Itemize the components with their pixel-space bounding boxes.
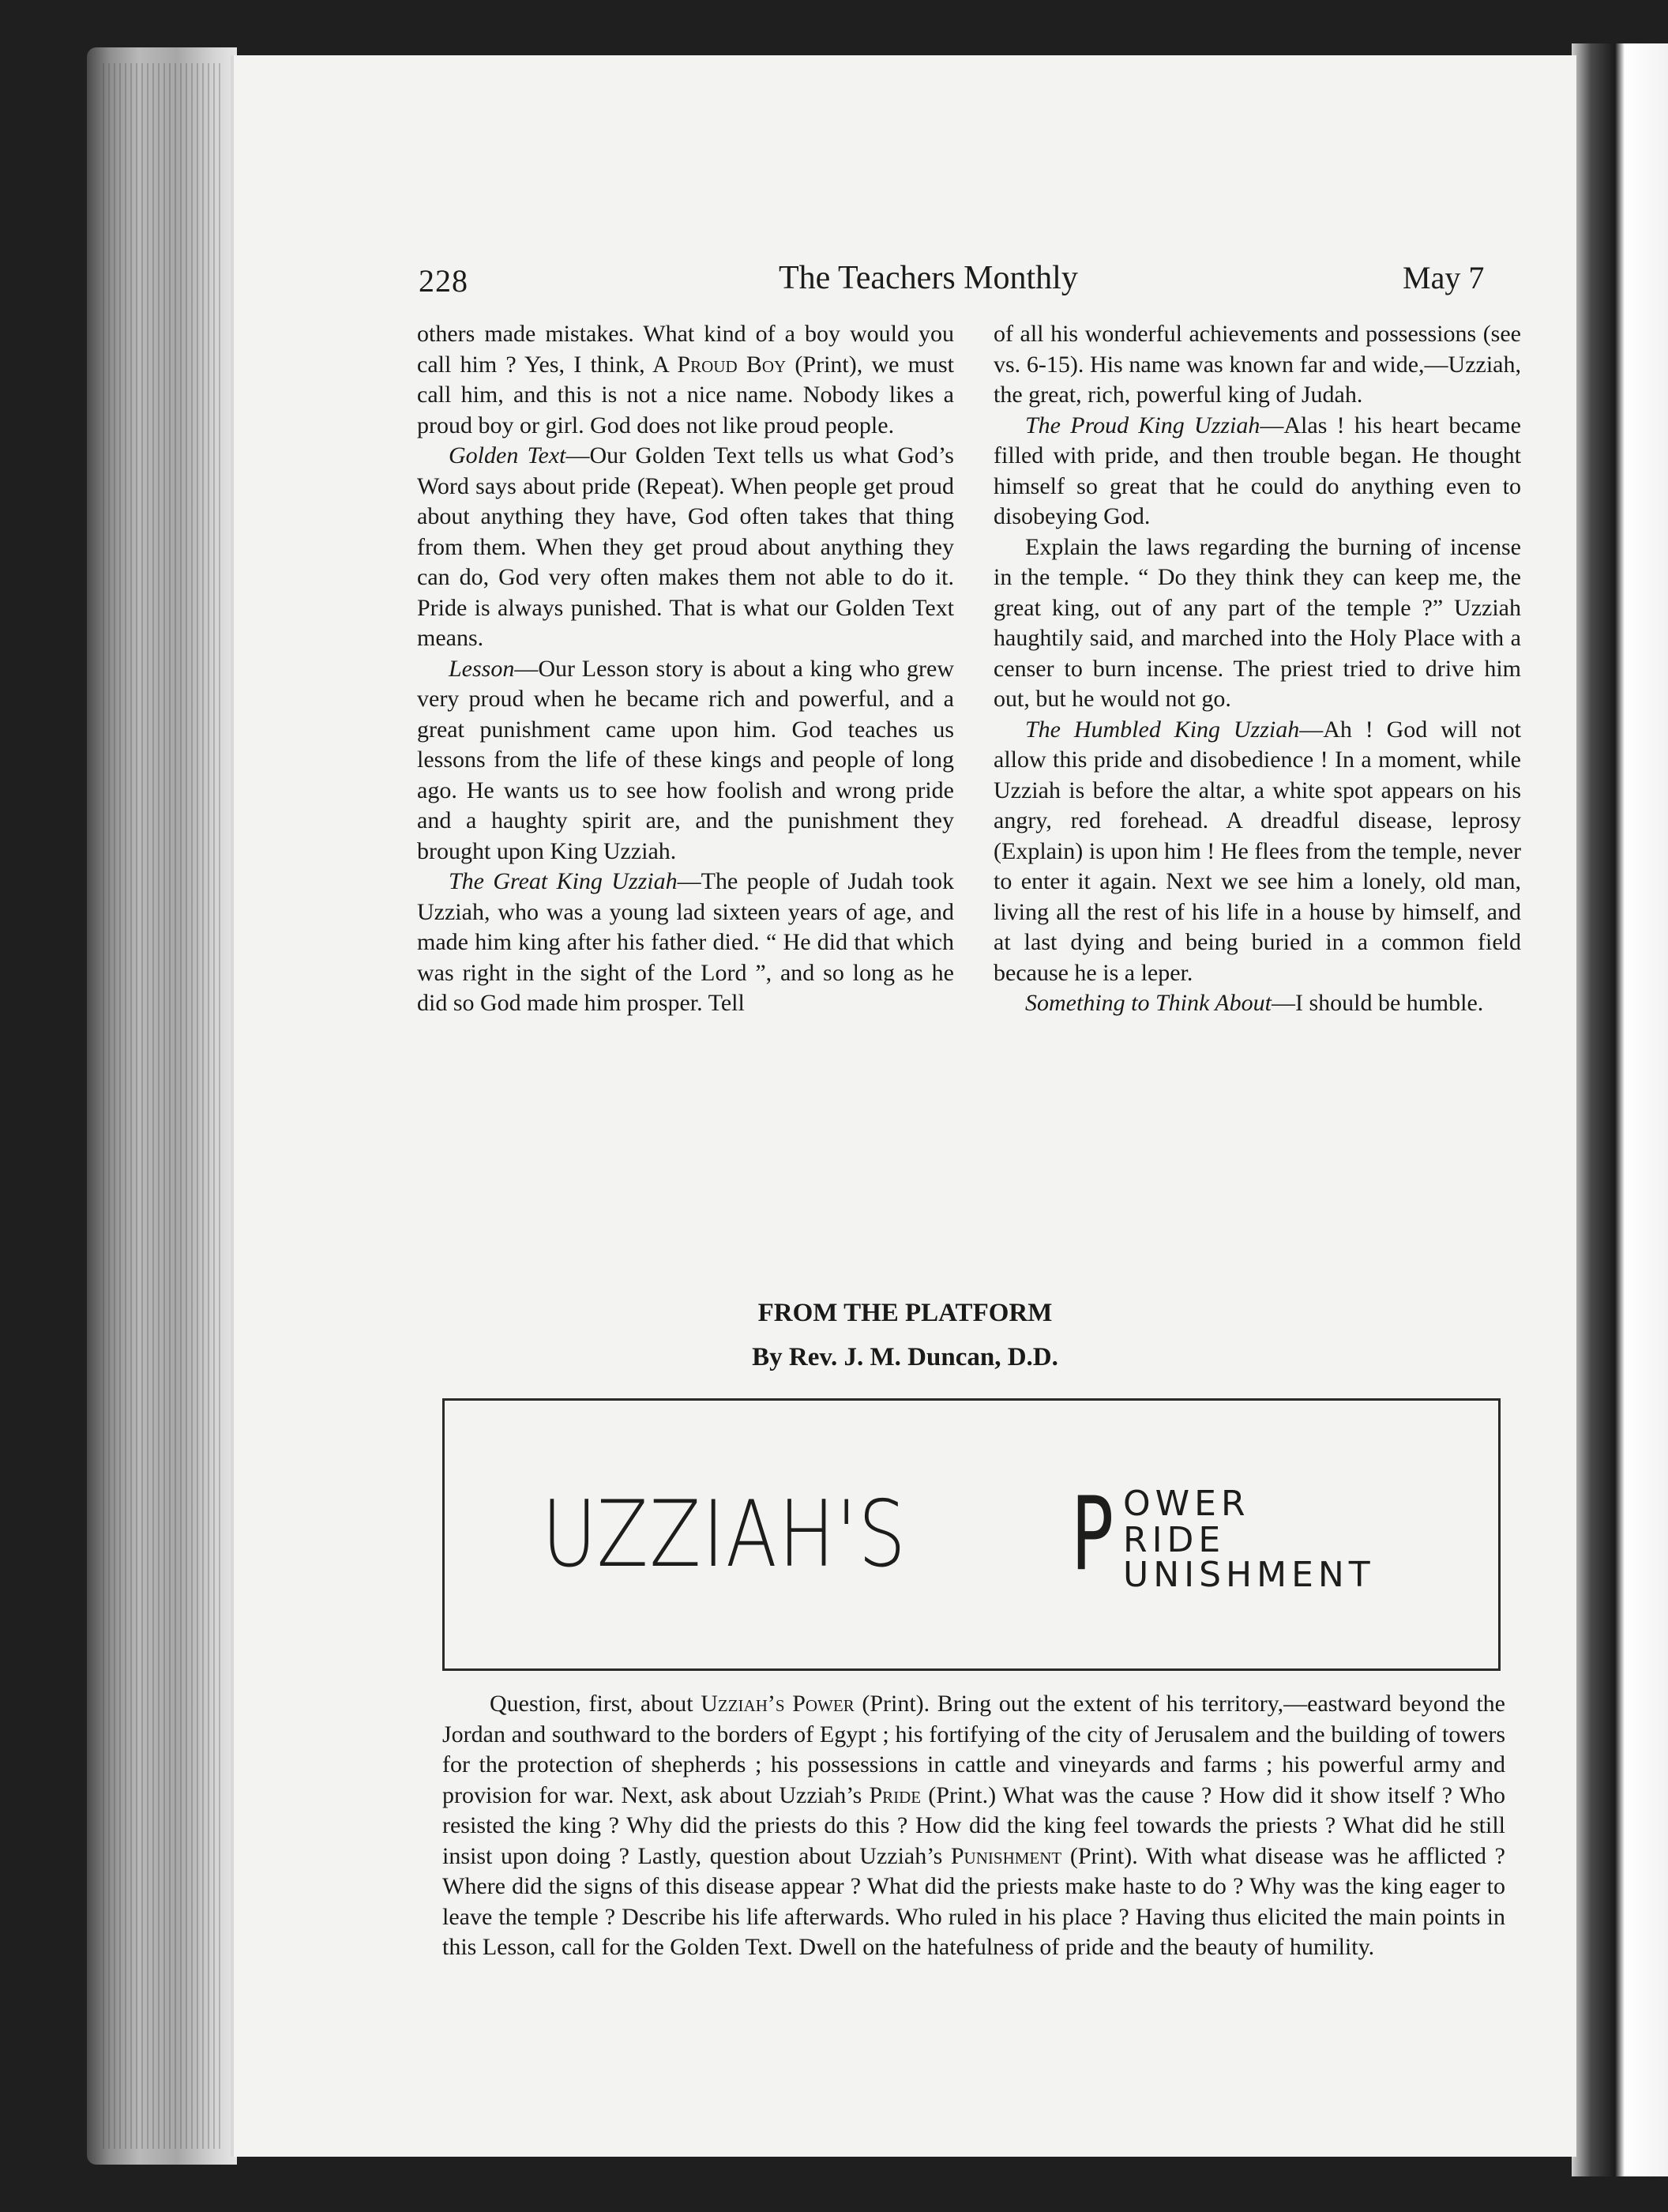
blackboard-main-word: UZZIAH'S (542, 1481, 907, 1588)
left-column (417, 319, 954, 1019)
paragraph-think-about (994, 988, 1521, 1019)
text-run: Question, first, about (490, 1691, 701, 1717)
paragraph-body: Explain the laws regarding the burning of incense in the temple. “ Do they think they can keep me, the great king, out of any part of the temple ?” Uzziah haughtily said, and marched into the Holy Place with a censer to burn incense. The priest tried to drive him out, but he would not go. (994, 533, 1521, 712)
page-number: 228 (419, 263, 468, 299)
paragraph-body: —The people of Judah took Uzziah, who was a young lad sixteen years of age, and made him king after his father died. “ He did that which was right in the sight of the Lord ”, and so long as he did so God made him prosper. Tell (417, 868, 955, 1016)
paragraph-label: The Proud King Uzziah (1025, 412, 1260, 438)
text-run: (Print), we must call him, and this is not a nice name. Nobody likes a proud boy or girl. God does not like proud people. (417, 351, 955, 438)
blackboard-initial-letter: P (1071, 1476, 1114, 1593)
blackboard-word-punishment: UNISHMENT (1123, 1555, 1375, 1595)
paragraph-body: —Ah ! God will not allow this pride and disobedience ! In a moment, while Uzziah is before the altar, a white spot appears on his angry, red forehead. A dreadful disease, leprosy (Explain) is upon him ! He flees from the temple, never to enter it again. Next we see him a lonely, old man, living all the rest of his life in a house by himself, and at last dying and being buried in a common field because he is a leper. (994, 716, 1521, 986)
small-caps-run: Uzziah’s Power (701, 1691, 855, 1717)
text-run: others made mistakes. What kind of a boy would you call him ? Yes, I think, A (417, 321, 954, 378)
journal-title: The Teachers Monthly (779, 260, 1078, 296)
paragraph-great-king (417, 867, 954, 1019)
section-byline: By Rev. J. M. Duncan, D.D. (752, 1343, 1058, 1371)
paragraph-label: Lesson (449, 655, 515, 682)
paragraph-body: —Alas ! his heart became filled with pride, and then trouble began. He thought himself so great that he could do anything even to disobeying God. (994, 412, 1521, 529)
paragraph-golden-text (417, 441, 954, 654)
paragraph-label: The Humbled King Uzziah (1025, 716, 1300, 743)
paragraph-continuation (994, 319, 1521, 411)
issue-date: May 7 (1403, 260, 1485, 295)
paragraph-body: —Our Lesson story is about a king who grew very proud when he became rich and powerful, and a great punishment came upon him. God teaches us lessons from the life of these kings and people of long ago. He wants us to see how foolish and wrong pride and a haughty spirit are, and the punishment they brought upon King Uzziah. (417, 655, 954, 864)
book-page-edge-lines (103, 63, 221, 2149)
facing-page-edge (1572, 43, 1668, 2176)
text-run: (Print). With what disease was he afflicted ? Where did the signs of this disease appear ? What did the priests make haste to do ? Why was the king eager to leave the temple ? Describe his life afterwards. Who ruled in his place ? Having thus elicited the main points in this Lesson, call for the Golden Text. Dwell on the hatefulness of pride and the beauty of humility. (442, 1842, 1505, 1960)
small-caps-run: Proud Boy (677, 351, 787, 378)
platform-paragraph (442, 1689, 1505, 1963)
blackboard-word-power: OWER (1123, 1484, 1250, 1524)
scanned-page (231, 55, 1576, 2157)
paragraph-incense (994, 532, 1521, 715)
paragraph-lesson (417, 654, 954, 867)
paragraph-body: of all his wonderful achievements and possessions (see vs. 6-15). His name was known far and wide,—Uzziah, the great, rich, powerful king of Judah. (994, 321, 1521, 408)
section-heading: FROM THE PLATFORM (757, 1299, 1053, 1327)
paragraph-intro (417, 319, 954, 441)
paragraph-label: Golden Text (449, 442, 566, 468)
small-caps-run: Pride (869, 1781, 922, 1808)
paragraph-proud-king (994, 411, 1521, 532)
paragraph-label: The Great King Uzziah (449, 868, 678, 894)
paragraph-humbled-king (994, 715, 1521, 989)
blackboard-word-pride: RIDE (1123, 1520, 1226, 1560)
right-column (994, 319, 1521, 1019)
small-caps-run: Punishment (950, 1842, 1062, 1869)
text-run: (Print.) What was the cause ? How did it show itself ? Who resisted the king ? Why did the priests do this ? How did the king feel towards the priests ? What did he still insist upon doing ? Lastly, question about Uzziah’s (442, 1781, 1506, 1869)
paragraph-label: Something to Think About (1025, 990, 1272, 1016)
text-run: (Print). Bring out the extent of his territory,—eastward beyond the Jordan and southward to the borders of Egypt ; his fortifying of the city of Jerusalem and the building of towers for the protection of shepherds ; his possessions in cattle and vineyards and farms ; his powerful army and provision for war. Next, ask about Uzziah’s (442, 1691, 1505, 1808)
paragraph-body: —Our Golden Text tells us what God’s Word says about pride (Repeat). When people get proud about anything they have, God often takes that thing from them. When they get proud about anything they can do, God very often makes them not able to do it. Pride is always punished. That is what our Golden Text means. (417, 442, 954, 651)
paragraph-body: —I should be humble. (1271, 990, 1484, 1016)
